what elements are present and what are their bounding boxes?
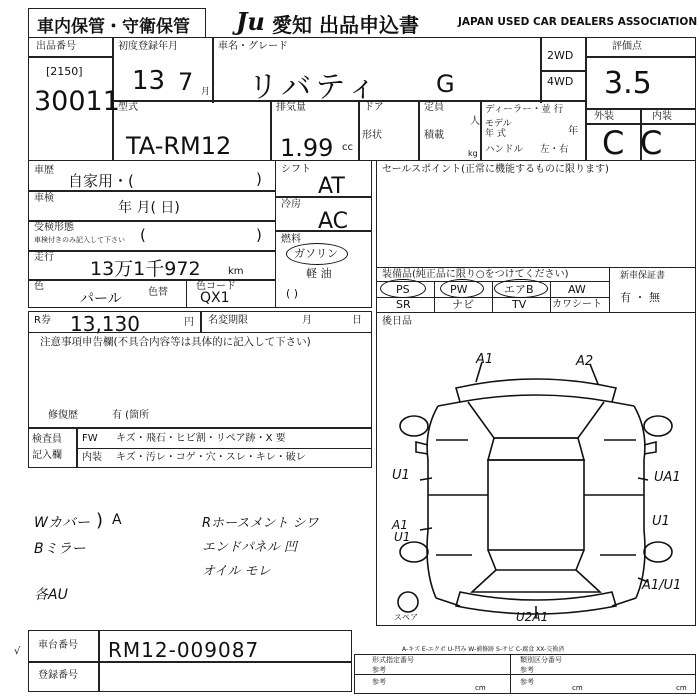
repair-history-value: 有 (箇所 [112, 410, 150, 421]
shape-label: 形状 [362, 130, 382, 141]
spare-label: スペア [394, 613, 418, 622]
note-all-au: 各AU [34, 587, 68, 603]
cc-unit: cc [342, 142, 353, 153]
equip-kawa: カワシート [552, 299, 602, 310]
recycle-paren-open: ( [140, 226, 146, 244]
interior-label: 内装 [652, 111, 672, 122]
recycle-paren: ) [256, 226, 262, 244]
load-label: 積載 [424, 130, 444, 141]
equip-tv: TV [512, 298, 527, 311]
warranty-label: 新車保証書 [620, 271, 666, 281]
displacement-label: 排気量 [276, 102, 306, 113]
year-label: 年 式 [485, 129, 506, 139]
size-label-1: 形式指定番号 [372, 656, 414, 664]
recycle-label: 受検形態 [34, 222, 74, 233]
storage-label: 車内保管・守衛保管 [37, 17, 190, 37]
history-paren: ) [256, 170, 262, 188]
fuel-diesel: 軽 油 [306, 267, 332, 280]
repair-history-label: 修復歴 [48, 410, 78, 421]
size-ref-3: 参考 [372, 678, 386, 686]
handle-value: 左・右 [540, 144, 569, 155]
model-code: TA-RM12 [126, 132, 232, 160]
r-ticket-label: R券 [34, 315, 51, 326]
class-label: 類別区分番号 [520, 656, 562, 664]
registration-label: 登録番号 [38, 670, 78, 681]
first-registration-label: 初度登録年月 [118, 41, 178, 52]
sales-point-box [376, 160, 696, 268]
shift-value: AT [318, 174, 345, 199]
damage-u2a1-rear: U2A1 [516, 610, 549, 624]
name-change-day: 日 [352, 315, 362, 326]
fuel-gas: ガソリン [294, 247, 338, 260]
association-name: JAPAN USED CAR DEALERS ASSOCIATION [458, 16, 698, 28]
first-registration-year: 13 [132, 66, 166, 96]
equip-navi: ナビ [452, 298, 474, 311]
size-ref-2: 参考 [520, 666, 534, 674]
warranty-value: 有 ・ 無 [620, 291, 660, 304]
note-oil: オイル モレ [202, 564, 271, 579]
lot-sub-number: [2150] [46, 65, 83, 78]
lot-number-label: 出品番号 [36, 41, 76, 52]
score-label: 評価点 [612, 41, 642, 52]
chassis-number: RM12-009087 [108, 638, 260, 662]
ju-logo: Ju [236, 7, 265, 36]
model-year-label: モデル [485, 119, 512, 129]
size-ref-1: 参考 [372, 666, 386, 674]
car-name-label: 車名・グレード [218, 41, 288, 52]
color-value: パール [80, 291, 122, 307]
name-change-label: 名変期限 [208, 315, 248, 326]
fuel-paren: ( ) [286, 287, 299, 300]
door-label: ドア [364, 102, 384, 113]
cm-unit-1: cm [475, 684, 486, 692]
size-ref-4: 参考 [520, 678, 534, 686]
displacement: 1.99 [280, 134, 334, 162]
damage-a1u1-right: A1/U1 [642, 578, 682, 593]
color-label: 色 [34, 281, 44, 292]
rear-item-label: 後日品 [382, 316, 412, 327]
kg-unit: kg [468, 149, 478, 158]
inspection-label: 車検 [34, 193, 54, 204]
form-title: 愛知 出品申込書 [272, 13, 419, 37]
fuel-gas-circle [286, 243, 348, 265]
drive-2wd: 2WD [547, 49, 574, 62]
damage-u1-left2: U1 [394, 530, 411, 544]
history-label: 車歴 [34, 165, 54, 176]
damage-a1-left: A1 [392, 518, 408, 532]
color-code-label: 色コード [196, 281, 236, 292]
exterior-label: 外装 [594, 111, 614, 122]
note-mirror: Bミラー [34, 541, 86, 557]
equip-aircon: エアB [504, 283, 534, 296]
equip-aw: AW [568, 283, 586, 296]
storage-label-box [28, 8, 206, 38]
inspect-row2: キズ・汚レ・コゲ・穴・スレ・キレ・破レ [116, 452, 306, 463]
cm-unit-3: cm [676, 684, 687, 692]
equip-pw-circle [440, 279, 484, 298]
drive-4wd: 4WD [547, 75, 574, 88]
damage-u1-left: U1 [392, 468, 410, 483]
chassis-label: 車台番号 [38, 640, 78, 651]
grade: G [436, 70, 455, 98]
interior-grade: C [640, 124, 663, 162]
mileage-label: 走行 [34, 252, 54, 263]
equip-aircon-circle [494, 279, 548, 298]
mileage: 13万1千972 [90, 258, 201, 280]
ac-label: 冷房 [281, 199, 301, 210]
notes-label: 注意事項申告欄(不具合内容等は具体的に記入して下さい) [40, 336, 311, 348]
damage-u1-right: U1 [652, 514, 670, 529]
exterior-grade: C [602, 124, 625, 162]
damage-legend: A-キズ E-エクボ U-凹み W-補修跡 S-サビ C-腐食 XX-交換済 [402, 646, 565, 653]
damage-ua1-right: UA1 [654, 470, 681, 485]
inspector-label: 検査員 [32, 434, 62, 445]
note-w-cover-code: A [112, 512, 122, 528]
first-registration-month: 7 [178, 68, 194, 96]
shift-label: シフト [281, 164, 311, 175]
note-end-panel: エンドパネル 凹 [202, 540, 297, 555]
color-code: QX1 [200, 290, 230, 306]
score: 3.5 [604, 66, 652, 101]
month-unit: 月 [201, 87, 211, 97]
cm-unit-2: cm [572, 684, 583, 692]
km-unit: km [228, 266, 244, 277]
ac-value: AC [318, 209, 349, 234]
inspect-fw: FW [82, 433, 98, 444]
fuel-label: 燃料 [281, 234, 301, 245]
equip-pw: PW [450, 283, 468, 296]
history-box [28, 160, 276, 308]
sales-point-label: セールスポイント(正常に機能するものに限ります) [382, 164, 609, 175]
note-reinforcement: Rホースメント シワ [202, 516, 319, 531]
history-value: 自家用・( [68, 172, 134, 190]
year-unit: 年 [568, 126, 578, 137]
model-label: 型式 [118, 102, 138, 113]
r-ticket-value: 13,130 [70, 312, 140, 336]
name-change-month: 月 [302, 315, 312, 326]
car-name: リバティ [248, 70, 381, 105]
color-change-label: 色替 [148, 287, 168, 298]
dealer-label: ディーラー・並 行 [485, 104, 564, 115]
handle-label: ハンドル [485, 144, 524, 155]
entry-label: 記入欄 [32, 450, 62, 461]
note-w-cover: Wカバー [34, 515, 90, 531]
inspection-value: 年 月( 日) [118, 200, 180, 216]
person-unit: 人 [470, 116, 480, 127]
equip-ps-circle [380, 279, 426, 298]
lot-number: 30011 [34, 86, 120, 117]
inspect-row1: キズ・飛石・ヒビ割・リペア跡・X 要 [116, 433, 286, 444]
damage-a1-top: A1 [476, 352, 494, 367]
equip-sr: SR [396, 298, 411, 311]
capacity-label: 定員 [424, 102, 444, 113]
inspect-inner: 内装 [82, 452, 102, 463]
equipment-label: 装備品(純正品に限り○をつけてください) [382, 269, 569, 280]
equip-ps: PS [396, 283, 410, 296]
yen-unit: 円 [184, 317, 194, 328]
recycle-sub: 車検付きのみ記入して下さい [34, 236, 125, 244]
damage-a2-top: A2 [576, 354, 594, 369]
